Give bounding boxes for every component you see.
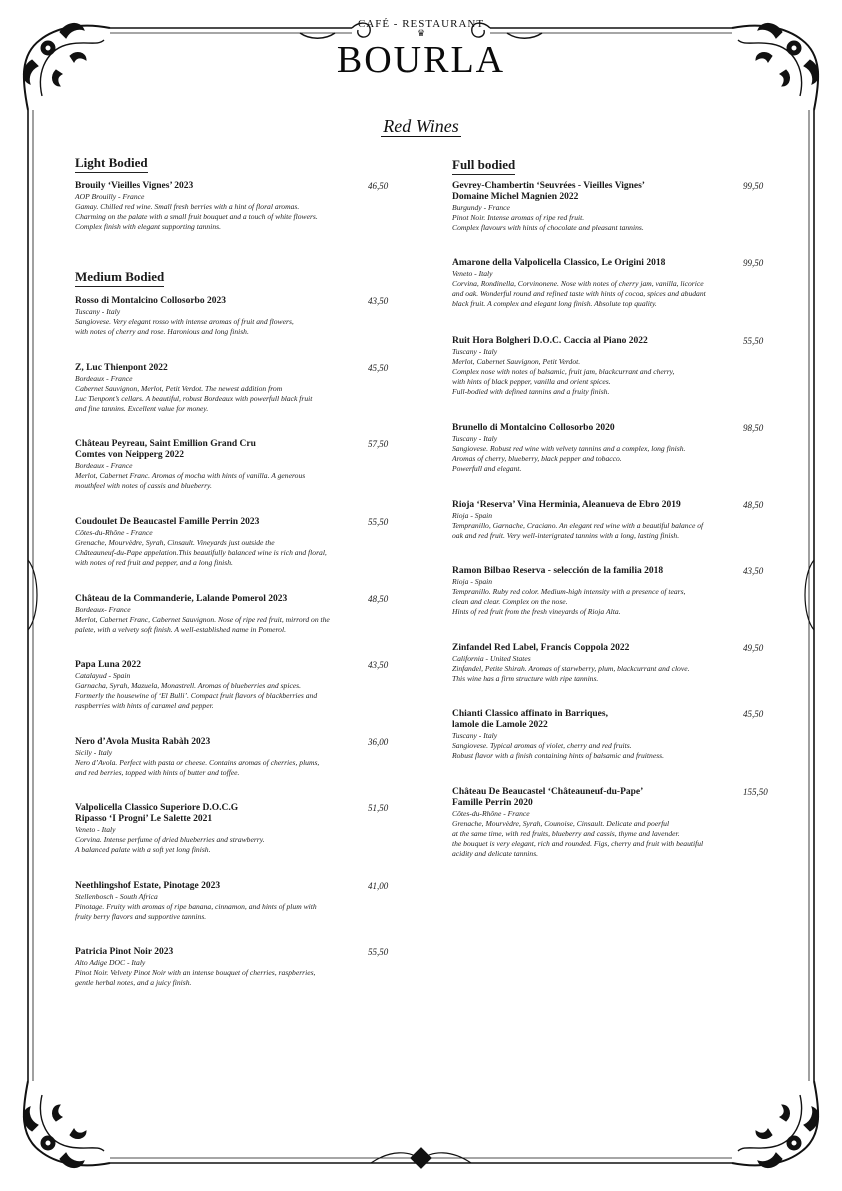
wine-price: 55,50 xyxy=(368,517,389,527)
wine-item xyxy=(75,881,405,922)
wine-item xyxy=(452,643,782,684)
wine-description: Tempranillo, Garnache, Craciano. An elegant red wine with a beautiful balance of xyxy=(452,521,704,530)
wine-description: and fine tannins. Excellent value for money. xyxy=(75,404,209,413)
wine-item xyxy=(75,296,405,337)
category-medium-bodied: Medium Bodied xyxy=(75,269,164,287)
wine-description: at the same time, with red fruits, blueberry and cassis, thyme and lavender. xyxy=(452,829,680,838)
category-light-bodied: Light Bodied xyxy=(75,155,148,173)
wine-name: Gevrey-Chambertin ‘Seuvrées - Vieilles Vignes’ xyxy=(452,181,645,191)
wine-description: Sangiovese. Robust red wine with velvety tannins and a complex, long finish. xyxy=(452,444,686,453)
wine-region: Rioja - Spain xyxy=(452,511,493,520)
wine-price: 45,50 xyxy=(743,709,764,719)
wine-item xyxy=(452,181,782,233)
wine-region: Veneto - Italy xyxy=(75,825,116,834)
wine-name: Coudoulet De Beaucastel Famille Perrin 2023 xyxy=(75,517,260,527)
wine-item xyxy=(452,709,782,761)
wine-name: Domaine Michel Magnien 2022 xyxy=(452,192,579,202)
wine-region: Catalayud - Spain xyxy=(75,671,131,680)
wine-name: Neethlingshof Estate, Pinotage 2023 xyxy=(75,881,221,891)
wine-item xyxy=(452,566,782,617)
wine-region: Alto Adige DOC - Italy xyxy=(75,958,146,967)
wine-description: palete, with a velvety soft finish. A well-established name in Pomerol. xyxy=(75,625,286,634)
wine-item xyxy=(75,439,405,491)
wine-name: Rosso di Montalcino Collosorbo 2023 xyxy=(75,296,226,306)
wine-price: 43,50 xyxy=(743,566,764,576)
wine-description: with hints of black pepper, vanilla and orient spices. xyxy=(452,377,611,386)
wine-description: Zinfandel, Petite Shirah. Aromas of starwberry, plum, blackcurrant and clove. xyxy=(452,664,690,673)
wine-region: Tuscany - Italy xyxy=(452,434,498,443)
wine-name: Brouily ‘Vieilles Vignes’ 2023 xyxy=(75,181,194,191)
wine-description: Tempranillo. Ruby red color. Medium-high intensity with a presence of tears, xyxy=(452,587,686,596)
wine-description: Nero d’Avola. Perfect with pasta or cheese. Contains aromas of cherries, plums, xyxy=(75,758,320,767)
wine-price: 43,50 xyxy=(368,660,389,670)
wine-description: black fruit. A complex and elegant long finish. Absolute top quality. xyxy=(452,299,657,308)
header xyxy=(0,18,842,80)
wine-description: mouthfeel with notes of cassis and blueberry. xyxy=(75,481,212,490)
wine-description: Gamay. Chilled red wine. Small fresh berries with a hint of floral aromas. xyxy=(75,202,300,211)
wine-description: with notes of red fruit and pepper, and a long finish. xyxy=(75,558,233,567)
wine-price: 98,50 xyxy=(743,423,764,433)
wine-description: Pinot Noir. Velvety Pinot Noir with an intense bouquet of cherries, raspberries, xyxy=(75,968,316,977)
wine-region: Côtes-du-Rhône - France xyxy=(75,528,153,537)
wine-description: raspberries with hints of caramel and pepper. xyxy=(75,701,214,710)
category-full-bodied: Full bodied xyxy=(452,157,515,175)
wine-name: Valpolicella Classico Superiore D.O.C.G xyxy=(75,803,239,813)
wine-item xyxy=(75,803,405,855)
wine-region: Tuscany - Italy xyxy=(452,731,498,740)
wine-region: California - United States xyxy=(452,654,531,663)
wine-region: Veneto - Italy xyxy=(452,269,493,278)
wine-description: Full-bodied with defined tannins and a fruity finish. xyxy=(452,387,610,396)
wine-item xyxy=(452,423,782,474)
wine-description: Sangiovese. Very elegant rosso with intense aromas of fruit and flowers, xyxy=(75,317,294,326)
wine-price: 51,50 xyxy=(368,803,389,813)
wine-description: and red berries, topped with hints of butter and toffee. xyxy=(75,768,240,777)
wine-item xyxy=(75,594,405,635)
tagline: CAFÉ - RESTAURANT xyxy=(357,18,485,30)
wine-region: Stellenbosch - South Africa xyxy=(75,892,158,901)
wine-description: oak and red fruit. Very well-interigrated tannins with a long, lasting finish. xyxy=(452,531,680,540)
wine-description: Merlot, Cabernet Sauvignon, Petit Verdot. xyxy=(452,357,581,366)
wine-price: 48,50 xyxy=(743,500,764,510)
wine-item xyxy=(75,660,405,711)
wine-description: Robust flavor with a finish containing hints of balsamic and fruitness. xyxy=(452,751,664,760)
wine-description: fruity berry flavors and supportive tannins. xyxy=(75,912,207,921)
wine-description: Grenache, Mourvèdre, Syrah, Cinsault. Vineyards just outside the xyxy=(75,538,275,547)
wine-description: Charming on the palate with a small fruit bouquet and a touch of white flowers. xyxy=(75,212,318,221)
wine-region: Sicily - Italy xyxy=(75,748,113,757)
wine-price: 99,50 xyxy=(743,258,764,268)
section-title xyxy=(0,116,842,137)
wine-item xyxy=(452,258,782,309)
brand-logo: BOURLA xyxy=(336,39,506,81)
wine-name: Famille Perrin 2020 xyxy=(452,798,533,808)
wine-price: 43,50 xyxy=(368,296,389,306)
wine-description: Grenache, Mourvèdre, Syrah, Counoise, Cinsault. Delicate and poerful xyxy=(452,819,670,828)
wine-description: Complex finish with elegant supporting tannins. xyxy=(75,222,221,231)
wine-description: Sangiovese. Typical aromas of violet, cherry and red fruits. xyxy=(452,741,632,750)
wine-name: Amarone della Valpolicella Classico, Le Origini 2018 xyxy=(452,258,666,268)
wine-description: Pinot Noir. Intense aromas of ripe red fruit. xyxy=(452,213,585,222)
wine-price: 48,50 xyxy=(368,594,389,604)
wine-price: 46,50 xyxy=(368,181,389,191)
wine-description: Powerfull and elegant. xyxy=(452,464,522,473)
wine-description: the bouquet is very elegant, rich and rounded. Figs, cherry and fruit with beautiful xyxy=(452,839,704,848)
wine-description: and oak. Wonderful round and refined taste with hints of cocoa, spices and abudant xyxy=(452,289,706,298)
wine-description: Complex nose with notes of balsamic, fruit jam, blackcurrant and cherry, xyxy=(452,367,675,376)
wine-name: Ramon Bilbao Reserva - selección de la familia 2018 xyxy=(452,566,664,576)
wine-item xyxy=(75,363,405,414)
wine-description: Merlot, Cabernet Franc, Cabernet Sauvignon. Nose of ripe red fruit, mirrord on the xyxy=(75,615,330,624)
wine-item xyxy=(75,181,405,232)
wine-description: Aromas of cherry, blueberry, black pepper and tobacco. xyxy=(452,454,622,463)
section-title-text: Red Wines xyxy=(383,116,459,136)
wine-region: Bordeaux - France xyxy=(75,461,133,470)
wine-price: 155,50 xyxy=(743,787,768,797)
wine-price: 99,50 xyxy=(743,181,764,191)
wine-region: Tuscany - Italy xyxy=(75,307,121,316)
crown-icon: ♛ xyxy=(416,29,426,39)
wine-item xyxy=(452,336,782,397)
wine-description: clean and clear. Complex on the nose. xyxy=(452,597,568,606)
wine-item xyxy=(452,500,782,541)
wine-description: Formerly the housewine of ‘El Bulli’. Compact fruit flavors of blackberries and xyxy=(75,691,318,700)
wine-region: AOP Brouilly - France xyxy=(75,192,145,201)
wine-item xyxy=(75,947,405,988)
wine-price: 49,50 xyxy=(743,643,764,653)
wine-description: Merlot, Cabernet Franc. Aromas of mocha with hints of vanilla. A generous xyxy=(75,471,306,480)
wine-name: Ruit Hora Bolgheri D.O.C. Caccia al Piano 2022 xyxy=(452,336,648,346)
wine-region: Côtes-du-Rhône - France xyxy=(452,809,530,818)
wine-name: lamole die Lamole 2022 xyxy=(452,720,548,730)
wine-price: 36,00 xyxy=(368,737,389,747)
wine-item xyxy=(452,787,782,859)
wine-description: This wine has a firm structure with ripe tannins. xyxy=(452,674,599,683)
wine-region: Burgundy - France xyxy=(452,203,510,212)
wine-description: Cabernet Sauvignon, Merlot, Petit Verdot. The newest addition from xyxy=(75,384,283,393)
wine-name: Zinfandel Red Label, Francis Coppola 2022 xyxy=(452,643,630,653)
wine-description: Corvina. Intense perfume of dried blueberries and strawberry. xyxy=(75,835,265,844)
wine-description: with notes of cherry and rose. Haronious and long finish. xyxy=(75,327,249,336)
wine-name: Comtes von Neipperg 2022 xyxy=(75,450,184,460)
wine-name: Brunello di Montalcino Collosorbo 2020 xyxy=(452,423,615,433)
wine-description: gentle herbal notes, and a juicy finish. xyxy=(75,978,192,987)
wine-name: Papa Luna 2022 xyxy=(75,660,141,670)
wine-description: Hints of red fruit from the fresh vineyards of Rioja Alta. xyxy=(452,607,621,616)
wine-description: Corvina, Rondinella, Corvinonene. Nose with notes of cherry jam, vanilla, licorice xyxy=(452,279,704,288)
wine-description: Complex flavours with hints of chocolate and pleasant tannins. xyxy=(452,223,644,232)
wine-item xyxy=(75,737,405,778)
wine-name: Z, Luc Thienpont 2022 xyxy=(75,363,168,373)
wine-name: Ripasso ‘I Progni’ Le Salette 2021 xyxy=(75,814,213,824)
wine-name: Patricia Pinot Noir 2023 xyxy=(75,947,174,957)
wine-name: Château Peyreau, Saint Emillion Grand Cru xyxy=(75,439,256,449)
wine-region: Bordeaux - France xyxy=(75,374,133,383)
wine-price: 41,00 xyxy=(368,881,389,891)
wine-name: Château de la Commanderie, Lalande Pomerol 2023 xyxy=(75,594,288,604)
wine-price: 45,50 xyxy=(368,363,389,373)
wine-description: acidity and delicate tannins. xyxy=(452,849,539,858)
wine-price: 57,50 xyxy=(368,439,389,449)
wine-region: Rioja - Spain xyxy=(452,577,493,586)
wine-price: 55,50 xyxy=(368,947,389,957)
wine-item xyxy=(75,517,405,568)
wine-description: Luc Tienpont’s cellars. A beautiful, robust Bordeaux with powerfull black fruit xyxy=(75,394,313,403)
wine-description: Garnacha, Syrah, Mazuela, Monastrell. Aromas of blueberries and spices. xyxy=(75,681,302,690)
wine-region: Tuscany - Italy xyxy=(452,347,498,356)
wine-name: Nero d’Avola Musita Rabàh 2023 xyxy=(75,737,211,747)
wine-price: 55,50 xyxy=(743,336,764,346)
wine-name: Chianti Classico affinato in Barriques, xyxy=(452,709,608,719)
wine-description: A balanced palate with a soft yet long finish. xyxy=(75,845,211,854)
wine-description: Pinotage. Fruity with aromas of ripe banana, cinnamon, and hints of plum with xyxy=(75,902,317,911)
wine-description: Châteauneuf-du-Pape appelation.This beautifully balanced wine is rich and floral, xyxy=(75,548,327,557)
wine-name: Rioja ‘Reserva’ Vina Herminia, Aleanueva de Ebro 2019 xyxy=(452,500,681,510)
wine-region: Bordeaux- France xyxy=(75,605,131,614)
wine-name: Château De Beaucastel ‘Châteauneuf-du-Pape’ xyxy=(452,787,644,797)
